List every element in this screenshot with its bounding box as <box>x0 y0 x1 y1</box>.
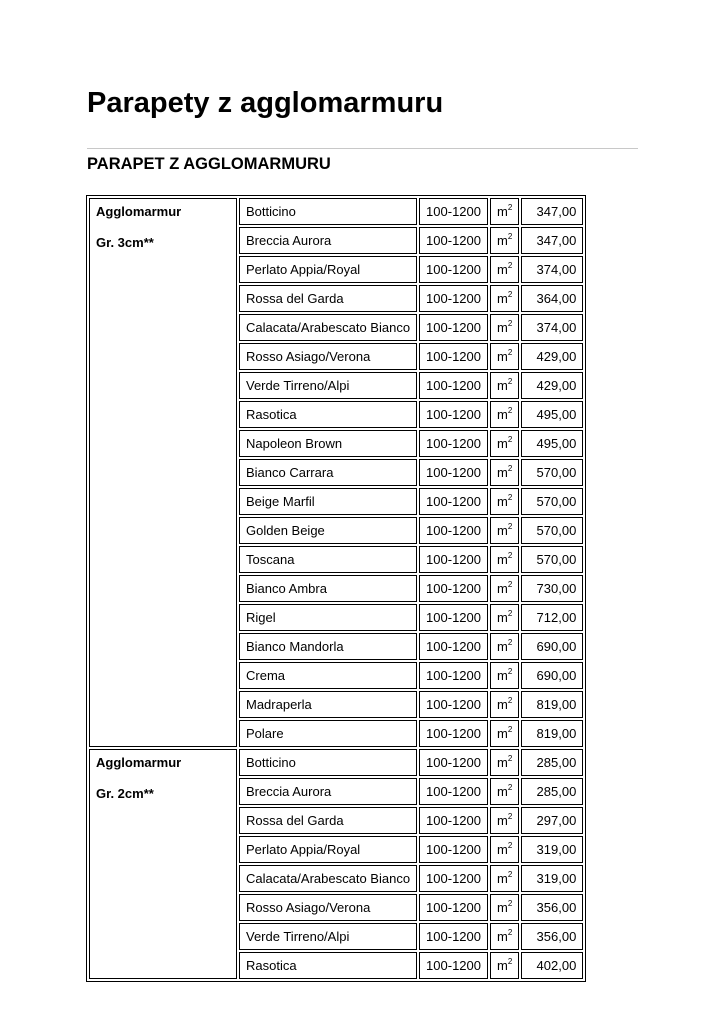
price-cell: 570,00 <box>521 517 583 544</box>
unit-base: m <box>497 957 508 973</box>
material-cell: Breccia Aurora <box>239 778 417 805</box>
price-cell: 347,00 <box>521 198 583 225</box>
unit-cell <box>490 401 519 428</box>
group-label-cell <box>89 198 237 747</box>
unit-base: m <box>497 841 508 857</box>
unit-cell <box>490 691 519 718</box>
material-cell: Rasotica <box>239 401 417 428</box>
unit-exponent: 2 <box>507 260 513 270</box>
unit-cell <box>490 459 519 486</box>
size-range-cell: 100-1200 <box>419 720 488 747</box>
unit-base: m <box>497 638 508 654</box>
size-range-cell: 100-1200 <box>419 662 488 689</box>
price-cell: 356,00 <box>521 894 583 921</box>
unit-base: m <box>497 696 508 712</box>
section-title: PARAPET Z AGGLOMARMURU <box>87 155 331 173</box>
material-cell: Bianco Carrara <box>239 459 417 486</box>
price-cell: 570,00 <box>521 546 583 573</box>
material-cell: Rosso Asiago/Verona <box>239 894 417 921</box>
unit-cell <box>490 894 519 921</box>
unit-cell <box>490 633 519 660</box>
unit-exponent: 2 <box>507 463 513 473</box>
price-cell: 374,00 <box>521 314 583 341</box>
unit-cell <box>490 952 519 979</box>
material-cell: Calacata/Arabescato Bianco <box>239 314 417 341</box>
table-row <box>89 198 583 225</box>
unit-cell <box>490 865 519 892</box>
unit-base: m <box>497 609 508 625</box>
material-cell: Calacata/Arabescato Bianco <box>239 865 417 892</box>
size-range-cell: 100-1200 <box>419 836 488 863</box>
unit-exponent: 2 <box>507 521 513 531</box>
size-range-cell: 100-1200 <box>419 198 488 225</box>
material-cell: Bianco Mandorla <box>239 633 417 660</box>
unit-base: m <box>497 261 508 277</box>
price-cell: 319,00 <box>521 865 583 892</box>
size-range-cell: 100-1200 <box>419 256 488 283</box>
size-range-cell: 100-1200 <box>419 691 488 718</box>
price-cell: 285,00 <box>521 749 583 776</box>
unit-base: m <box>497 725 508 741</box>
size-range-cell: 100-1200 <box>419 952 488 979</box>
price-cell: 819,00 <box>521 720 583 747</box>
size-range-cell: 100-1200 <box>419 923 488 950</box>
material-cell: Polare <box>239 720 417 747</box>
page-title: Parapety z agglomarmuru <box>87 87 444 119</box>
material-cell: Toscana <box>239 546 417 573</box>
unit-base: m <box>497 290 508 306</box>
price-cell: 319,00 <box>521 836 583 863</box>
price-table-body <box>89 198 583 979</box>
unit-exponent: 2 <box>507 347 513 357</box>
unit-exponent: 2 <box>507 695 513 705</box>
material-cell: Bianco Ambra <box>239 575 417 602</box>
unit-exponent: 2 <box>507 492 513 502</box>
size-range-cell: 100-1200 <box>419 749 488 776</box>
size-range-cell: 100-1200 <box>419 633 488 660</box>
material-cell: Verde Tirreno/Alpi <box>239 372 417 399</box>
material-cell: Rasotica <box>239 952 417 979</box>
size-range-cell: 100-1200 <box>419 401 488 428</box>
price-cell: 356,00 <box>521 923 583 950</box>
price-cell: 495,00 <box>521 401 583 428</box>
unit-cell <box>490 372 519 399</box>
price-cell: 690,00 <box>521 633 583 660</box>
size-range-cell: 100-1200 <box>419 372 488 399</box>
unit-base: m <box>497 870 508 886</box>
unit-base: m <box>497 783 508 799</box>
unit-exponent: 2 <box>507 753 513 763</box>
unit-exponent: 2 <box>507 550 513 560</box>
unit-exponent: 2 <box>507 811 513 821</box>
unit-cell <box>490 314 519 341</box>
price-cell: 297,00 <box>521 807 583 834</box>
size-range-cell: 100-1200 <box>419 314 488 341</box>
unit-exponent: 2 <box>507 782 513 792</box>
unit-exponent: 2 <box>507 579 513 589</box>
title-divider <box>87 148 638 149</box>
unit-cell <box>490 256 519 283</box>
price-cell: 712,00 <box>521 604 583 631</box>
unit-base: m <box>497 551 508 567</box>
size-range-cell: 100-1200 <box>419 894 488 921</box>
price-cell: 429,00 <box>521 372 583 399</box>
unit-exponent: 2 <box>507 956 513 966</box>
price-cell: 285,00 <box>521 778 583 805</box>
material-cell: Rosso Asiago/Verona <box>239 343 417 370</box>
unit-cell <box>490 749 519 776</box>
unit-cell <box>490 720 519 747</box>
unit-base: m <box>497 232 508 248</box>
size-range-cell: 100-1200 <box>419 517 488 544</box>
unit-cell <box>490 662 519 689</box>
material-cell: Breccia Aurora <box>239 227 417 254</box>
group-thickness: Gr. 3cm** <box>96 235 154 250</box>
unit-cell <box>490 343 519 370</box>
group-name: Agglomarmur <box>96 755 182 770</box>
group-thickness: Gr. 2cm** <box>96 786 154 801</box>
material-cell: Botticino <box>239 198 417 225</box>
price-table <box>86 195 586 982</box>
unit-exponent: 2 <box>507 927 513 937</box>
unit-base: m <box>497 203 508 219</box>
unit-cell <box>490 227 519 254</box>
material-cell: Botticino <box>239 749 417 776</box>
unit-base: m <box>497 928 508 944</box>
size-range-cell: 100-1200 <box>419 546 488 573</box>
material-cell: Perlato Appia/Royal <box>239 836 417 863</box>
price-cell: 364,00 <box>521 285 583 312</box>
material-cell: Beige Marfil <box>239 488 417 515</box>
material-cell: Crema <box>239 662 417 689</box>
size-range-cell: 100-1200 <box>419 488 488 515</box>
unit-base: m <box>497 435 508 451</box>
unit-base: m <box>497 667 508 683</box>
size-range-cell: 100-1200 <box>419 575 488 602</box>
material-cell: Rigel <box>239 604 417 631</box>
price-cell: 570,00 <box>521 488 583 515</box>
price-cell: 374,00 <box>521 256 583 283</box>
table-row <box>89 749 583 776</box>
size-range-cell: 100-1200 <box>419 865 488 892</box>
unit-base: m <box>497 522 508 538</box>
unit-cell <box>490 430 519 457</box>
unit-exponent: 2 <box>507 405 513 415</box>
size-range-cell: 100-1200 <box>419 459 488 486</box>
unit-cell <box>490 546 519 573</box>
unit-exponent: 2 <box>507 608 513 618</box>
unit-base: m <box>497 493 508 509</box>
unit-exponent: 2 <box>507 231 513 241</box>
unit-cell <box>490 778 519 805</box>
material-cell: Golden Beige <box>239 517 417 544</box>
material-cell: Rossa del Garda <box>239 285 417 312</box>
unit-exponent: 2 <box>507 637 513 647</box>
price-cell: 819,00 <box>521 691 583 718</box>
price-cell: 730,00 <box>521 575 583 602</box>
unit-base: m <box>497 754 508 770</box>
unit-exponent: 2 <box>507 869 513 879</box>
unit-cell <box>490 836 519 863</box>
size-range-cell: 100-1200 <box>419 604 488 631</box>
unit-cell <box>490 575 519 602</box>
unit-exponent: 2 <box>507 202 513 212</box>
unit-exponent: 2 <box>507 898 513 908</box>
price-cell: 347,00 <box>521 227 583 254</box>
price-cell: 570,00 <box>521 459 583 486</box>
unit-cell <box>490 923 519 950</box>
unit-base: m <box>497 812 508 828</box>
group-label-cell <box>89 749 237 979</box>
unit-base: m <box>497 319 508 335</box>
unit-base: m <box>497 348 508 364</box>
group-name: Agglomarmur <box>96 204 182 219</box>
unit-exponent: 2 <box>507 318 513 328</box>
unit-exponent: 2 <box>507 434 513 444</box>
size-range-cell: 100-1200 <box>419 778 488 805</box>
unit-exponent: 2 <box>507 376 513 386</box>
material-cell: Rossa del Garda <box>239 807 417 834</box>
price-cell: 429,00 <box>521 343 583 370</box>
unit-cell <box>490 285 519 312</box>
unit-base: m <box>497 899 508 915</box>
size-range-cell: 100-1200 <box>419 807 488 834</box>
unit-exponent: 2 <box>507 666 513 676</box>
unit-base: m <box>497 464 508 480</box>
unit-base: m <box>497 580 508 596</box>
material-cell: Madraperla <box>239 691 417 718</box>
unit-cell <box>490 198 519 225</box>
price-cell: 690,00 <box>521 662 583 689</box>
unit-exponent: 2 <box>507 724 513 734</box>
unit-cell <box>490 807 519 834</box>
unit-cell <box>490 517 519 544</box>
material-cell: Perlato Appia/Royal <box>239 256 417 283</box>
material-cell: Verde Tirreno/Alpi <box>239 923 417 950</box>
unit-cell <box>490 604 519 631</box>
unit-base: m <box>497 406 508 422</box>
size-range-cell: 100-1200 <box>419 430 488 457</box>
unit-base: m <box>497 377 508 393</box>
unit-cell <box>490 488 519 515</box>
material-cell: Napoleon Brown <box>239 430 417 457</box>
size-range-cell: 100-1200 <box>419 227 488 254</box>
unit-exponent: 2 <box>507 289 513 299</box>
unit-exponent: 2 <box>507 840 513 850</box>
price-cell: 402,00 <box>521 952 583 979</box>
size-range-cell: 100-1200 <box>419 343 488 370</box>
size-range-cell: 100-1200 <box>419 285 488 312</box>
price-cell: 495,00 <box>521 430 583 457</box>
